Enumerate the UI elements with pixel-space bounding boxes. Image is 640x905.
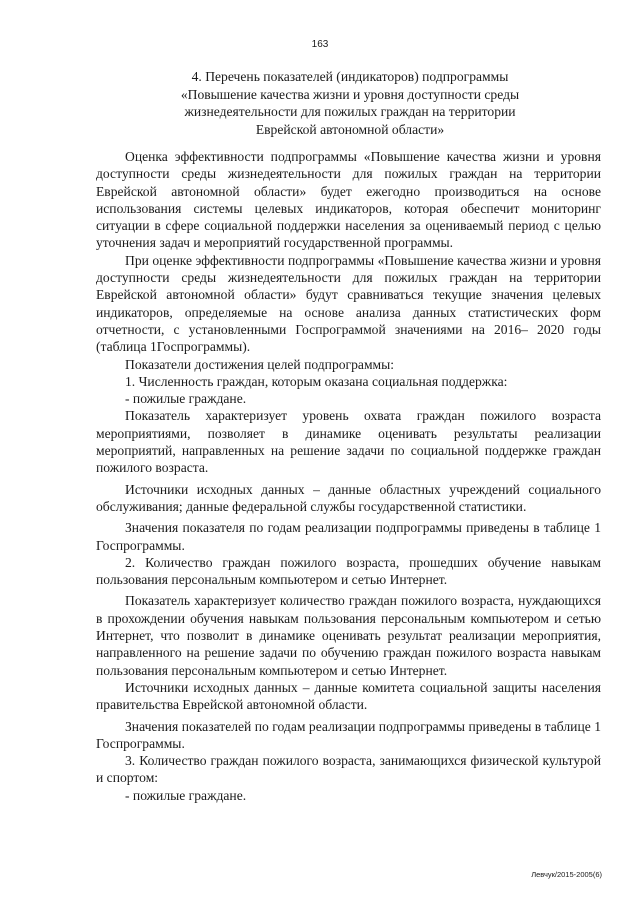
indicator-2-values: Значения показателей по годам реализации подпрограммы приведены в таблице 1 Госпрограммы.	[96, 718, 601, 751]
heading-line: «Повышение качества жизни и уровня доступности среды	[180, 86, 520, 102]
footer-code: Левчук/2015-2005(6)	[531, 870, 602, 879]
indicator-1-title: 1. Численность граждан, которым оказана социальная поддержка:	[125, 373, 508, 389]
heading-line: жизнедеятельности для пожилых граждан на территории	[184, 104, 516, 119]
indicator-2-sources: Источники исходных данных – данные комитета социальной защиты населения правительства Еврейской автономной области.	[96, 679, 601, 713]
heading-line: Еврейской автономной области»	[255, 121, 445, 137]
paragraph-evaluation: Оценка эффективности подпрограммы «Повышение качества жизни и уровня доступности среды жизнедеятельности для пожилых граждан на территории Еврейской автономной области» будет ежегодно производиться на основе использования системы целевых индикаторов, которая обеспечит мониторинг ситуации в сфере социальной поддержки населения за оцениваемый период с целью уточнения задач и мероприятий государственной программы.	[96, 149, 601, 251]
indicator-1-item: - пожилые граждане.	[125, 391, 247, 407]
indicator-3-title: 3. Количество граждан пожилого возраста, занимающихся физической культурой и спортом:	[96, 753, 601, 786]
indicator-1-description: Показатель характеризует уровень охвата граждан пожилого возраста мероприятиями, позволяет в динамике оценивать результаты реализации мероприятий, направленных на решение задачи по социальной поддержке граждан пожилого возраста.	[96, 408, 601, 476]
page-number: 163	[311, 39, 329, 50]
indicator-1-values: Значения показателя по годам реализации подпрограммы приведены в таблице 1 Госпрограммы.	[96, 520, 601, 553]
section-heading	[140, 68, 560, 138]
indicator-2-title: 2. Количество граждан пожилого возраста, прошедших обучение навыкам пользования персональным компьютером и сетью Интернет.	[96, 554, 601, 588]
paragraph-indicators-intro: Показатели достижения целей подпрограммы:	[125, 356, 395, 372]
indicator-3-item: - пожилые граждане.	[125, 787, 247, 803]
indicator-1-sources: Источники исходных данных – данные областных учреждений социального обслуживания; данные федеральной службы государственной статистики.	[96, 481, 601, 514]
paragraph-comparison: При оценке эффективности подпрограммы «Повышение качества жизни и уровня доступности среды жизнедеятельности для пожилых граждан на территории Еврейской автономной области» будут сравниваться текущие значения целевых индикаторов, определяемые на основе анализа данных статистических форм отчетности, с установленными Госпрограммой значениями на 2016– 2020 годы (таблица 1Госпрограммы).	[96, 252, 601, 355]
heading-line: 4. Перечень показателей (индикаторов) подпрограммы	[191, 69, 509, 84]
document-body	[96, 148, 601, 804]
indicator-2-description: Показатель характеризует количество граждан пожилого возраста, нуждающихся в прохождении обучения навыкам пользования персональным компьютером и сетью Интернет, что позволит в динамике оценивать результат реализации мероприятия, направленного на решение задачи по обучению граждан пожилого возраста навыкам пользования персональным компьютером и сетью Интернет.	[96, 593, 601, 678]
